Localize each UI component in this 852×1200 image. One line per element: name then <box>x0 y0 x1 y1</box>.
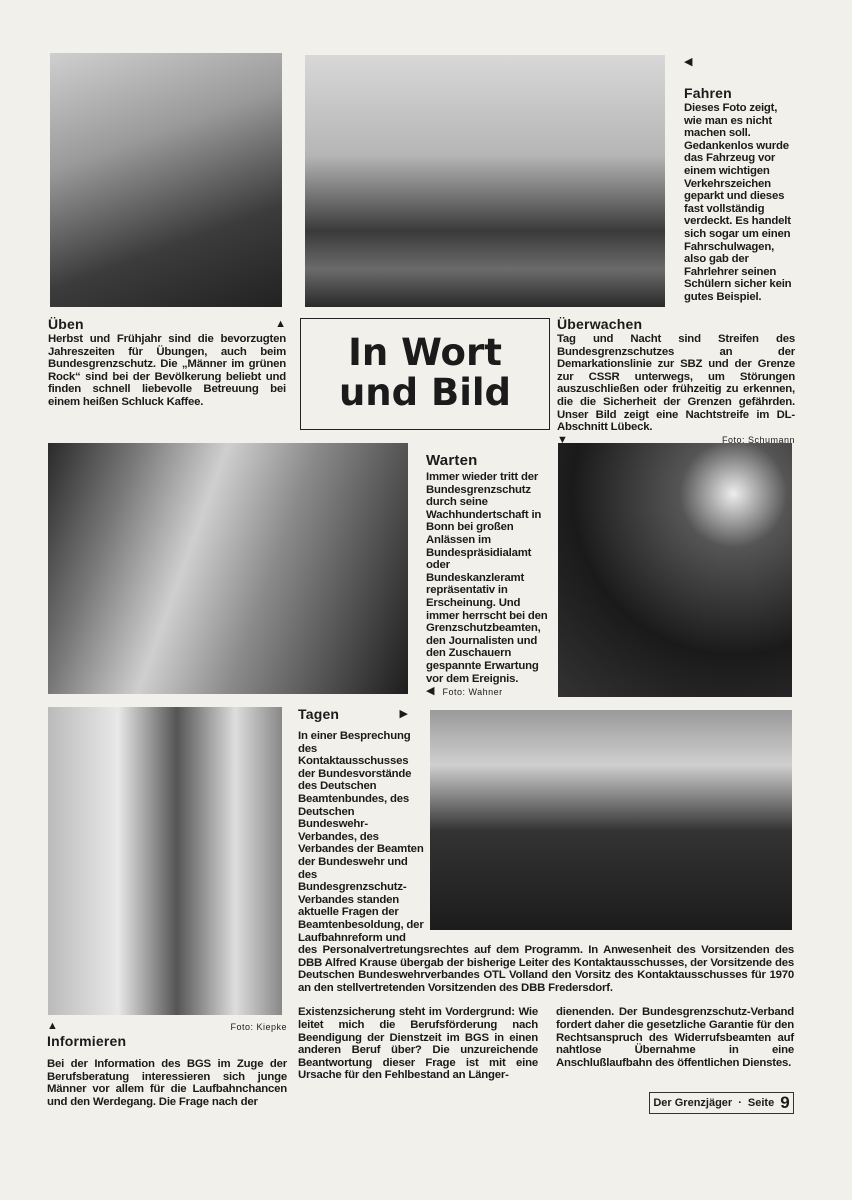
section-ueberwachen <box>557 316 795 447</box>
heading-warten: Warten <box>426 452 478 469</box>
heading-ueberwachen: Überwachen <box>557 316 643 332</box>
photo-career-info <box>48 707 282 1015</box>
page-title <box>300 318 550 430</box>
publication-name: Der Grenzjäger <box>653 1097 733 1110</box>
heading-fahren: Fahren <box>684 85 732 101</box>
arrow-left-icon: ◀ <box>426 685 435 698</box>
title-line-2: und Bild <box>338 371 512 414</box>
heading-informieren: Informieren <box>47 1033 127 1049</box>
section-warten <box>426 452 550 698</box>
arrow-right-icon: ▶ <box>399 708 408 720</box>
text-tagen-part2: des Personalvertretungsrechtes auf dem Programm. In Anwesenheit des Vorsitzenden des DBB Alfred Krause übergab der bisherige Leiter des Kontaktausschusses, der Vorsitzende des Deutschen Bundeswehrverbandes OTL Volland den Vorsitz des Kontaktausschusses für 1970 an den stellvertretenden Vorsitzenden des DBB Fredersdorf. <box>298 944 794 994</box>
text-informieren-col3: dienenden. Der Bundesgrenzschutz-Verband fordert daher die gesetzliche Garantie für den Rechtsanspruch des Widerrufsbeamten auf nahtlose Übernahme in eine Anschlußlaufbahn des öffentlichen Dienstes. <box>556 1006 794 1069</box>
text-tagen-part1: In einer Besprechung des Kontaktausschusses der Bundesvorstände des Deutschen Beamtenbundes, des Deutschen Bundeswehr-Verbandes, des Verbandes der Beamten der Bundeswehr und des Bundesgrenzschutz-Verbandes standen aktuelle Fragen der Beamtenbesoldung, der Laufbahnreform und <box>298 730 424 944</box>
page-footer <box>649 1092 794 1114</box>
page-number: 9 <box>780 1093 790 1113</box>
text-warten: Immer wieder tritt der Bundesgrenzschutz durch seine Wachhundertschaft in Bonn bei großen Anlässen im Bundespräsidialamt oder Bundeskanzleramt repräsentativ in Erscheinung. Und immer herrscht bei den Grenzschutzbeamten, den Journalisten und den Zuschauern gespannte Erwartung vor dem Ereignis. <box>426 471 548 685</box>
text-ueberwachen: Tag und Nacht sind Streifen des Bundesgrenzschutzes an der Demarkationslinie zur SBZ und der Grenze zur CSSR unterwegs, um Störungen auszuschließen oder frühzeitig zu erkennen, die die Sicherheit der Grenzen gefährden. Unser Bild zeigt eine Nachtstreife im DL-Abschnitt Lübeck. <box>557 333 795 434</box>
photo-credit-wahner: Foto: Wahner <box>442 686 503 697</box>
text-informieren-col1: Bei der Information des BGS im Zuge der Berufsberatung interessieren sich junge Männer vor allem für die Laufbahnchancen und den Werdegang. Die Frage nach der <box>47 1058 287 1108</box>
arrow-up-icon: ▲ <box>275 318 286 330</box>
section-tagen <box>298 706 794 1114</box>
section-ueben <box>48 316 286 409</box>
section-fahren <box>684 56 796 304</box>
photo-honor-guard <box>48 443 408 694</box>
photo-credit-kiepke: Foto: Kiepke <box>230 1021 287 1032</box>
photo-night-patrol <box>558 443 792 697</box>
heading-tagen: Tagen <box>298 706 340 722</box>
text-ueben: Herbst und Frühjahr sind die bevorzugten Jahreszeiten für Übungen, auch beim Bundesgrenzschutz. Die „Männer im grünen Rock“ sind bei der Bevölkerung beliebt und finden schnell liebevolle Betreuung bei einem heißen Schluck Kaffee. <box>48 333 286 408</box>
photo-soldiers-coffee <box>50 53 282 307</box>
page-label: Seite <box>747 1097 775 1110</box>
section-informieren <box>47 1020 287 1108</box>
photo-credit-schumann: Foto: Schumann <box>721 435 795 446</box>
photo-parked-vehicle <box>305 55 665 307</box>
title-line-1: In Wort <box>348 331 502 374</box>
text-fahren: Dieses Foto zeigt, wie man es nicht machen soll. Gedankenlos wurde das Fahrzeug vor einem wichtigen Verkehrszeichen geparkt und dieses fast vollständig verdeckt. Es handelt sich sogar um einen Fahrschulwagen, also gab der Fahrlehrer seinen Schülern sicher kein gutes Beispiel. <box>684 102 792 303</box>
footer-separator: · <box>738 1097 742 1110</box>
arrow-down-icon: ▼ <box>557 433 568 446</box>
arrow-up-icon: ▲ <box>47 1020 58 1032</box>
text-informieren-col2: Existenzsicherung steht im Vordergrund: Wie leitet mich die Berufsförderung nach Beendigung der Dienstzeit im BGS in einen anderen Beruf über? Die unzureichende Beantwortung dieser Frage ist mit eine Ursache für den Fehlbestand an Länger- <box>298 1006 538 1082</box>
informieren-columns <box>298 1006 794 1082</box>
arrow-left-icon: ◀ <box>684 56 693 68</box>
heading-ueben: Üben <box>48 316 84 332</box>
